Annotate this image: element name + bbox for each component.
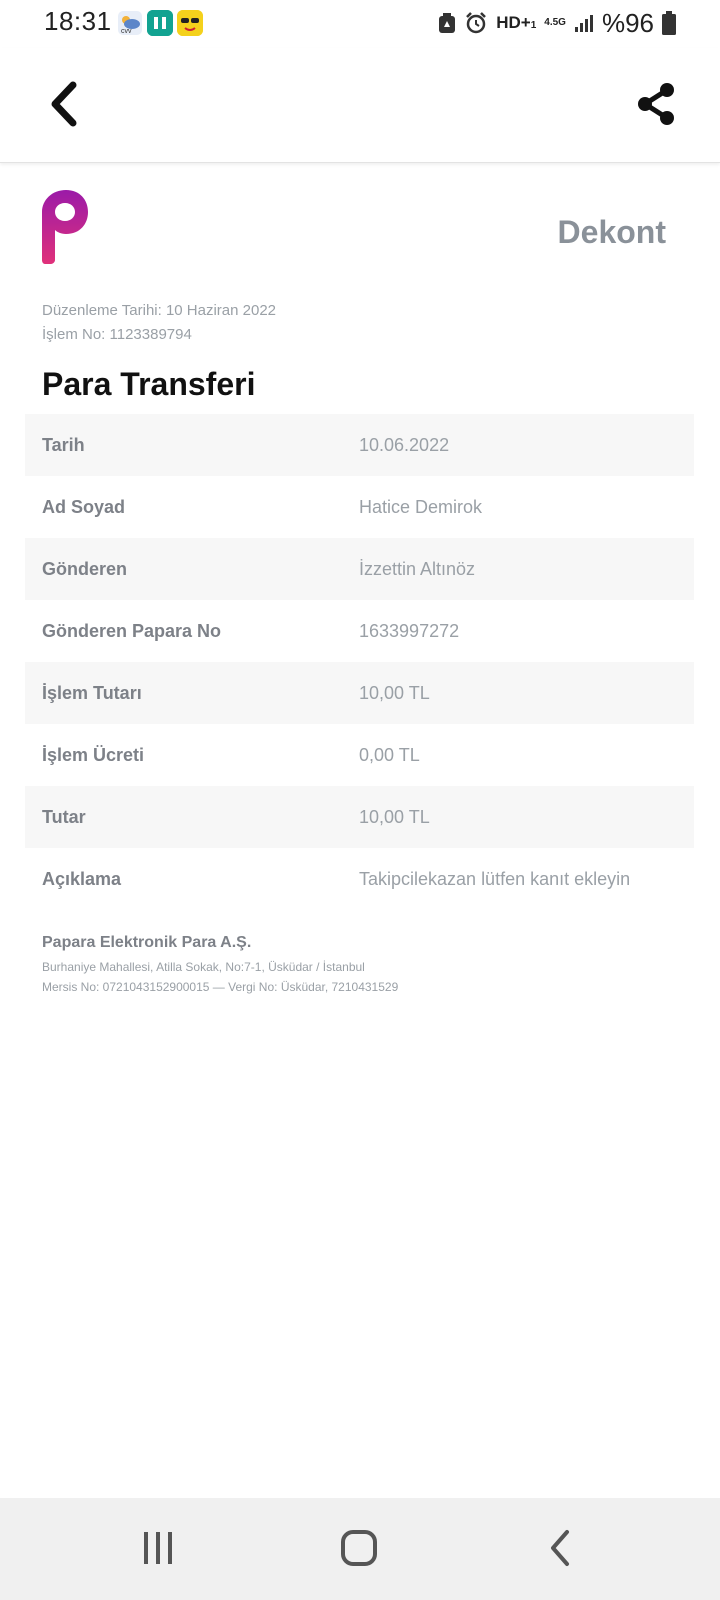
detail-value: Hatice Demirok [359, 496, 483, 517]
back-icon [548, 1529, 572, 1567]
hd-label: HD+1 [496, 13, 537, 32]
emoji-app-icon [177, 10, 203, 36]
battery-percent: %96 [601, 7, 654, 38]
detail-row-description [25, 848, 694, 910]
detail-row-fee [25, 724, 694, 786]
papara-logo [40, 186, 92, 266]
network-type: 4.5G [544, 17, 566, 28]
detail-row-sender-no [25, 600, 694, 662]
signal-icon [574, 13, 594, 33]
detail-row-name [25, 476, 694, 538]
status-time: 18:31 [44, 6, 112, 36]
detail-value: Takipcilekazan lütfen kanıt ekleyin [359, 868, 631, 889]
detail-label: Tarih [42, 434, 85, 455]
document-title: Dekont [557, 214, 666, 250]
weather-app-icon [117, 10, 143, 36]
recycle-icon [438, 12, 456, 34]
issue-date: Düzenleme Tarihi: 10 Haziran 2022 [42, 302, 277, 319]
detail-row-amount [25, 662, 694, 724]
detail-value: 10,00 TL [359, 806, 430, 827]
alarm-icon [464, 11, 488, 35]
detail-label: Açıklama [42, 868, 122, 889]
home-button[interactable] [319, 1518, 399, 1578]
system-back-button[interactable] [520, 1518, 600, 1578]
share-button[interactable] [628, 76, 684, 132]
company-name: Papara Elektronik Para A.Ş. [42, 934, 252, 951]
status-icons [438, 6, 676, 40]
detail-row-sender [25, 538, 694, 600]
detail-label: Gönderen [42, 558, 128, 579]
svg-text:cvv: cvv [121, 28, 132, 35]
share-icon [634, 81, 678, 127]
detail-row-total [25, 786, 694, 848]
detail-label: Gönderen Papara No [42, 620, 222, 641]
detail-label: Tutar [42, 806, 86, 827]
battery-icon [662, 11, 676, 35]
detail-value: 10,00 TL [359, 682, 430, 703]
status-bar [0, 0, 720, 48]
system-nav-bar [0, 1498, 720, 1600]
detail-value: İzzettin Altınöz [359, 558, 476, 579]
home-icon [340, 1529, 378, 1567]
app-header [0, 48, 720, 163]
company-registry: Mersis No: 0721043152900015 — Vergi No: Üsküdar, 7210431529 [42, 980, 399, 994]
detail-value: 1633997272 [359, 620, 460, 641]
recent-apps-button[interactable] [118, 1518, 198, 1578]
recent-apps-icon [141, 1530, 175, 1566]
teal-app-icon [147, 10, 173, 36]
transaction-number: İşlem No: 1123389794 [42, 326, 192, 343]
section-title: Para Transferi [42, 366, 256, 402]
details-table [25, 414, 694, 910]
back-button[interactable] [36, 76, 92, 132]
detail-label: İşlem Ücreti [42, 744, 145, 765]
detail-row-date [25, 414, 694, 476]
company-address: Burhaniye Mahallesi, Atilla Sokak, No:7-1, Üsküdar / İstanbul [42, 960, 365, 974]
detail-label: İşlem Tutarı [42, 682, 142, 703]
detail-value: 10.06.2022 [359, 434, 450, 455]
detail-label: Ad Soyad [42, 496, 126, 517]
chevron-left-icon [46, 81, 82, 127]
detail-value: 0,00 TL [359, 744, 420, 765]
